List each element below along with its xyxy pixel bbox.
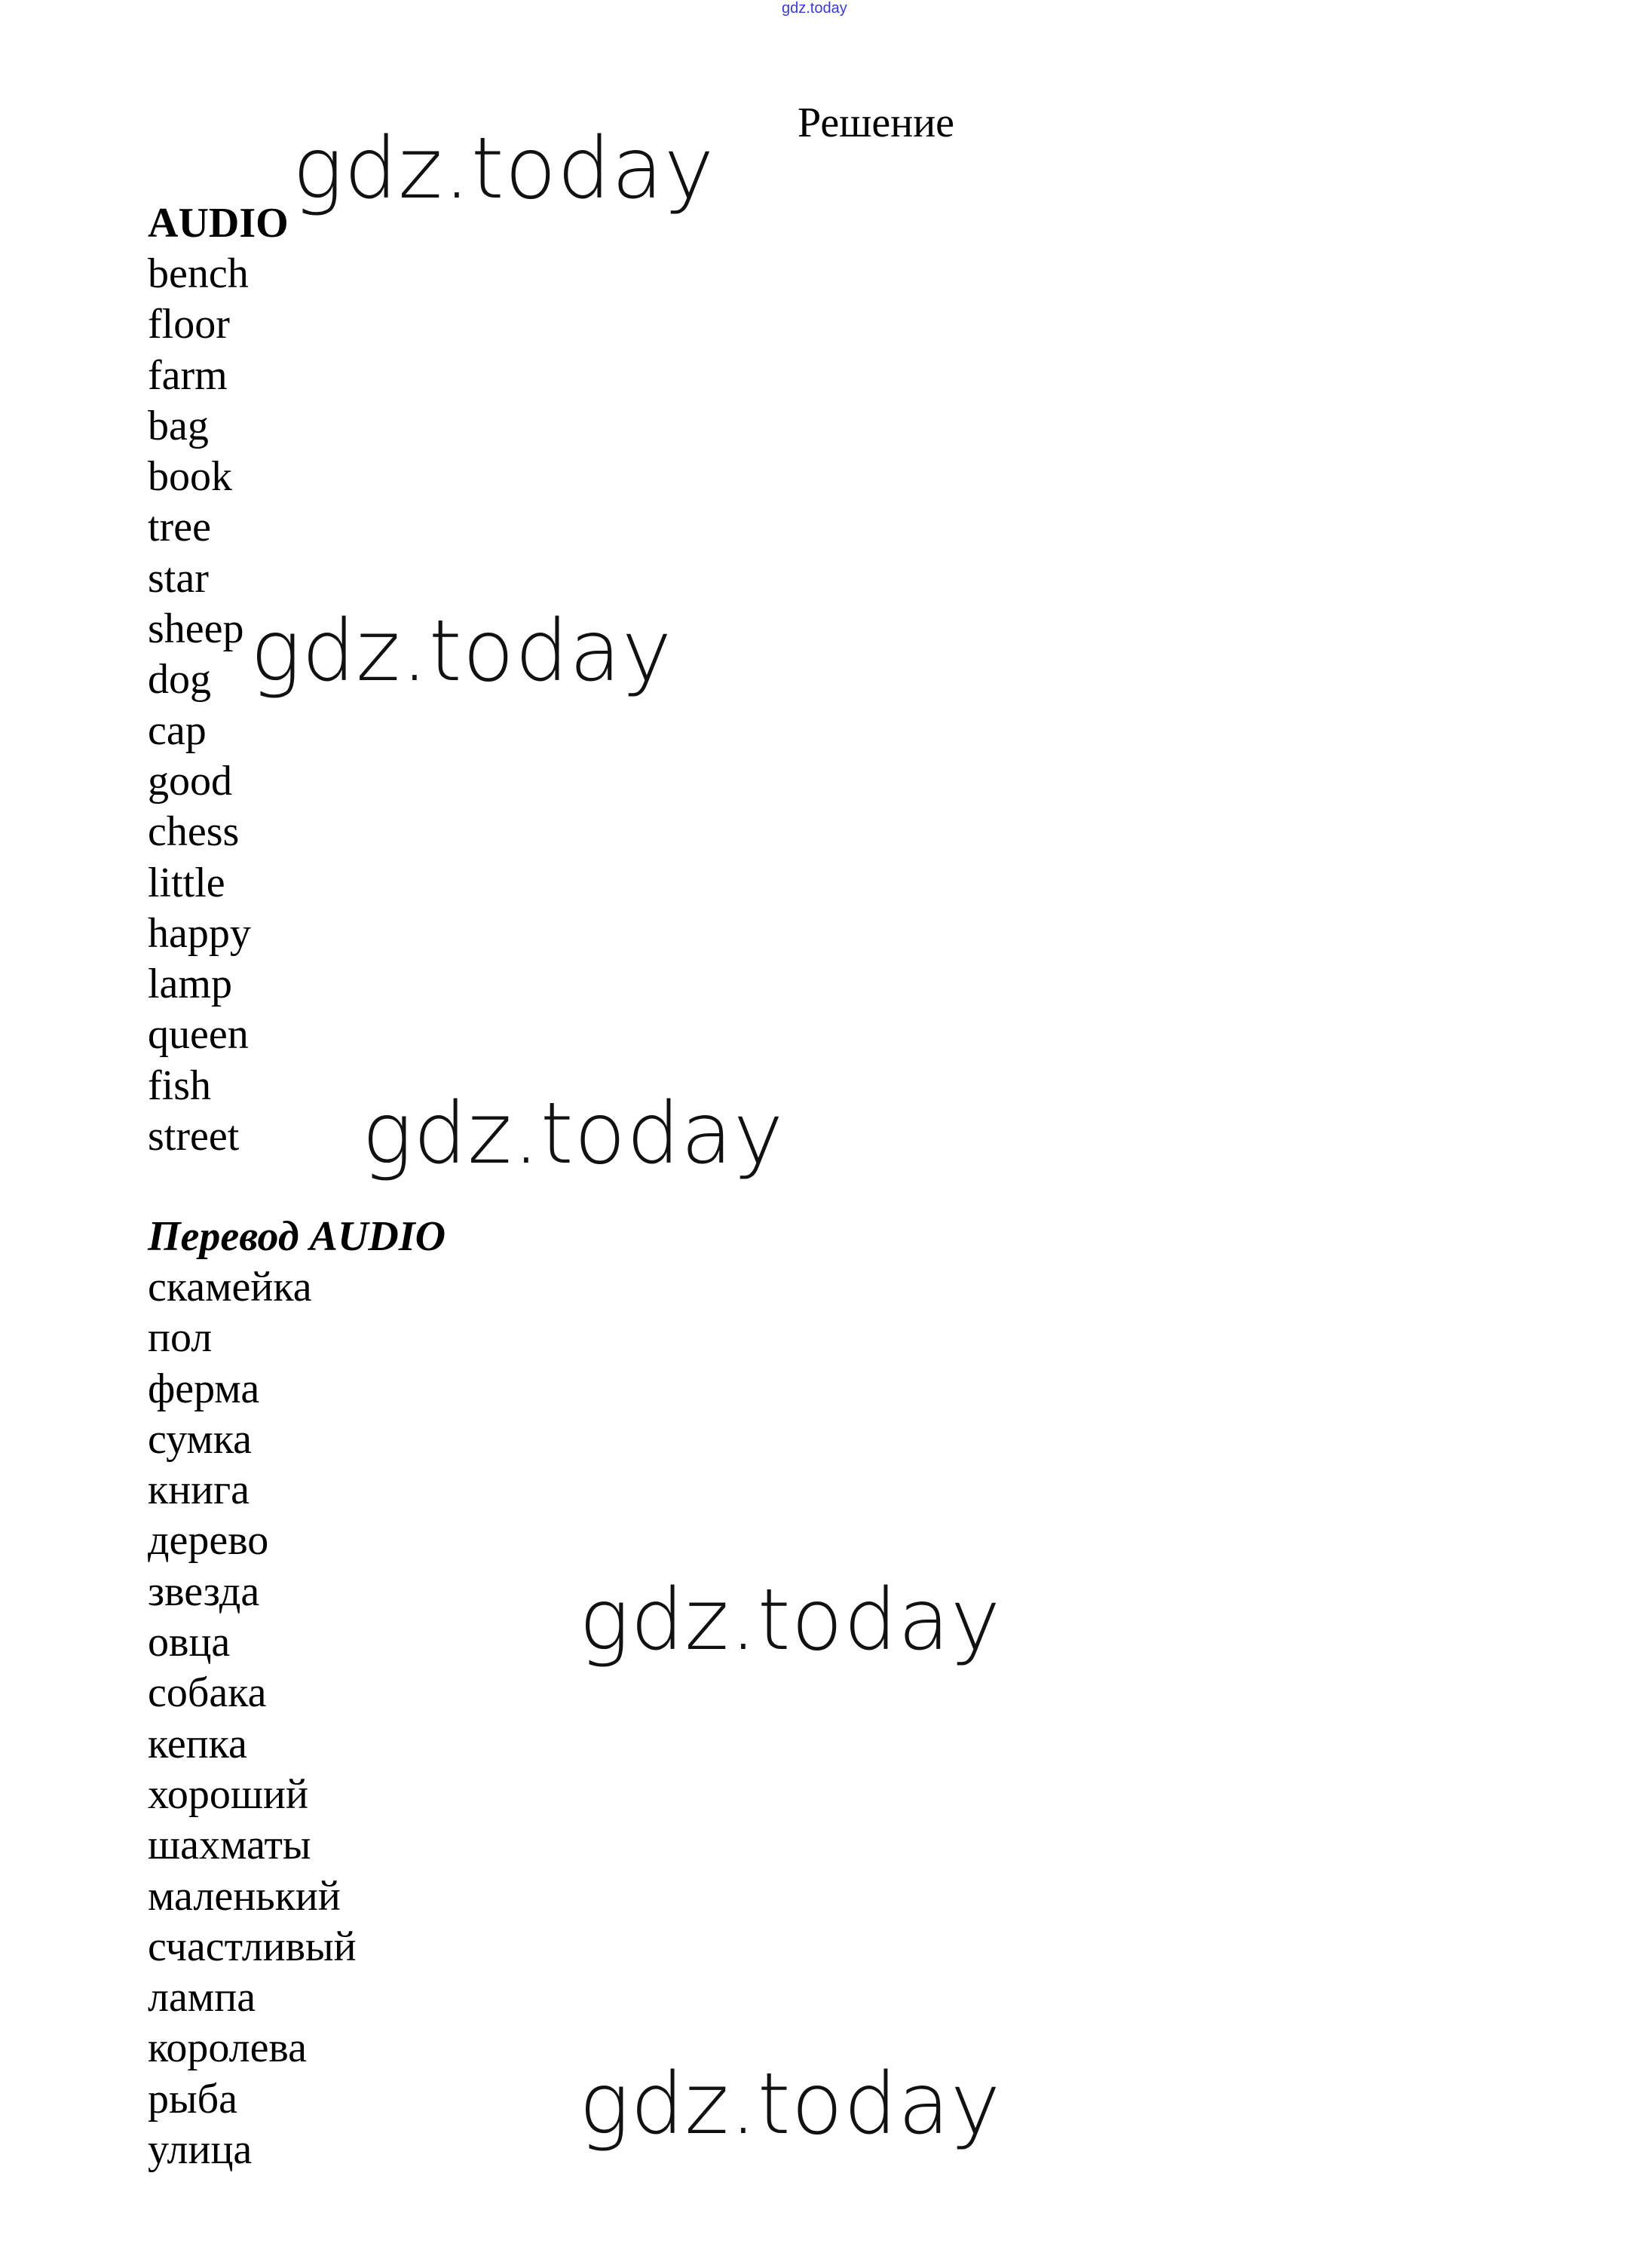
list-item: кепка <box>148 1720 247 1767</box>
list-item: book <box>148 453 232 501</box>
list-item: cap <box>148 706 207 754</box>
audio-heading: AUDIO <box>148 200 289 247</box>
list-item: хороший <box>148 1770 308 1818</box>
list-item: sheep <box>148 605 244 653</box>
list-item: овца <box>148 1619 231 1666</box>
list-item: ферма <box>148 1365 260 1412</box>
list-item: сумка <box>148 1415 253 1463</box>
audio-word-list <box>148 249 251 1162</box>
list-item: улица <box>148 2126 253 2174</box>
list-item: street <box>148 1113 240 1160</box>
list-item: звезда <box>148 1568 260 1615</box>
list-item: good <box>148 757 232 805</box>
top-site-link[interactable]: gdz.today <box>782 0 847 17</box>
list-item: floor <box>148 301 230 348</box>
list-item: книга <box>148 1467 250 1514</box>
list-item: лампа <box>148 1974 256 2021</box>
list-item: fish <box>148 1062 211 1109</box>
list-item: счастливый <box>148 1923 357 1970</box>
list-item: скамейка <box>148 1264 312 1310</box>
list-item: дерево <box>148 1517 269 1565</box>
list-item: star <box>148 554 209 602</box>
list-item: queen <box>148 1011 249 1059</box>
page-title: Решение <box>798 100 955 146</box>
list-item: little <box>148 859 225 906</box>
translation-heading: Перевод AUDIO <box>148 1213 446 1260</box>
watermark: gdz.today <box>250 602 673 700</box>
translation-word-list <box>148 1262 357 2175</box>
list-item: королева <box>148 2024 307 2072</box>
list-item: рыба <box>148 2075 237 2122</box>
list-item: bag <box>148 402 209 449</box>
watermark: gdz.today <box>579 2055 1002 2153</box>
list-item: dog <box>148 656 211 703</box>
list-item: happy <box>148 909 251 957</box>
list-item: lamp <box>148 961 232 1008</box>
list-item: farm <box>148 351 228 399</box>
list-item: chess <box>148 808 240 856</box>
watermark: gdz.today <box>362 1085 785 1183</box>
watermark: gdz.today <box>579 1571 1002 1669</box>
list-item: bench <box>148 250 249 297</box>
list-item: шахматы <box>148 1822 311 1869</box>
watermark: gdz.today <box>292 120 715 218</box>
list-item: tree <box>148 504 211 551</box>
list-item: маленький <box>148 1872 341 1920</box>
list-item: пол <box>148 1314 213 1362</box>
list-item: собака <box>148 1669 267 1717</box>
